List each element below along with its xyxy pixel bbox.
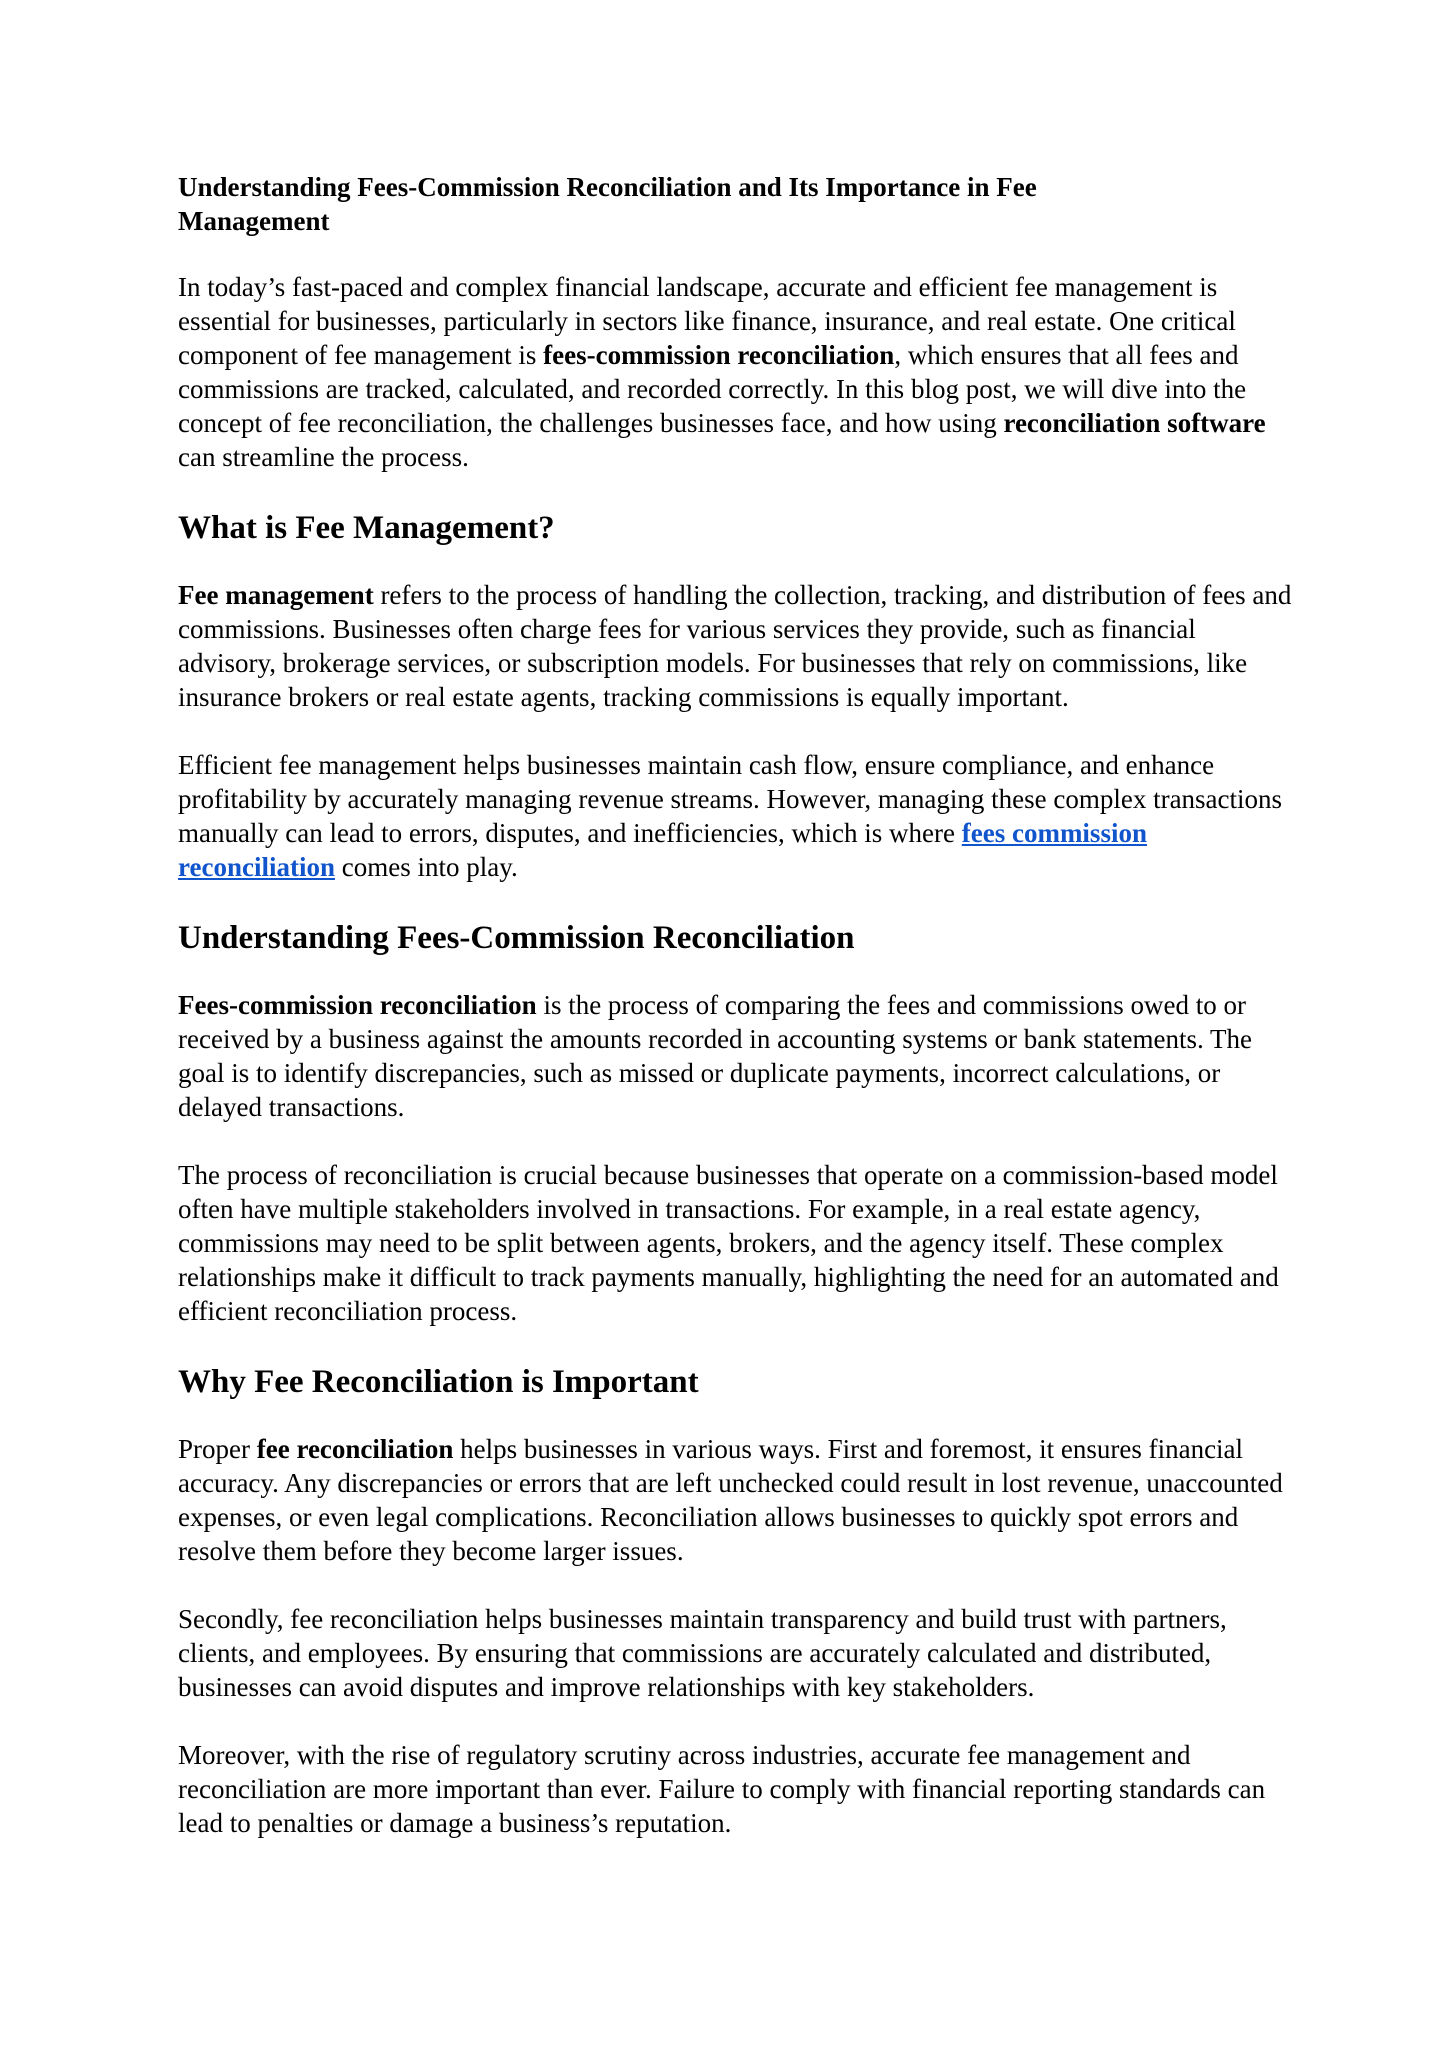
section-heading-reconciliation: Understanding Fees-Commission Reconciliation [178,920,855,956]
intro-bold-2: reconciliation software [1003,408,1266,438]
intro-text-3: can streamline the process. [178,442,469,472]
reconciliation-text-1: is the process of comparing the fees and commissions owed to or received by a business against the amounts recorded in accounting systems or bank statements. The goal is to identify discrepancies, such as missed or duplicate payments, incorrect calculations, or delayed transactions. [178,990,1252,1122]
document-page [178,170,1298,1874]
section-heading-importance: Why Fee Reconciliation is Important [178,1364,699,1400]
fees-commission-reconciliation-link[interactable]: fees commission reconciliation [178,818,1147,882]
fee-management-text-2: Efficient fee management helps businesses maintain cash flow, ensure compliance, and enhance profitability by accurately managing revenue streams. However, managing these complex transactions manually can lead to errors, disputes, and inefficiencies, which is where [178,750,1283,848]
fee-management-paragraph-2 [178,748,1298,884]
fee-management-text-1: refers to the process of handling the collection, tracking, and distribution of fees and commissions. Businesses often charge fees for various services they provide, such as financial advisory, brokerage services, or subscription models. For businesses that rely on commissions, like insurance brokers or real estate agents, tracking commissions is equally important. [178,580,1292,712]
importance-paragraph-2: Secondly, fee reconciliation helps businesses maintain transparency and build trust with partners, clients, and employees. By ensuring that commissions are accurately calculated and distributed, businesses can avoid disputes and improve relationships with key stakeholders. [178,1604,1227,1702]
importance-paragraph-3: Moreover, with the rise of regulatory scrutiny across industries, accurate fee management and reconciliation are more important than ever. Failure to comply with financial reporting standards can lead to penalties or damage a business’s reputation. [178,1740,1266,1838]
document-title: Understanding Fees-Commission Reconciliation and Its Importance in Fee Management [178,172,1037,236]
importance-paragraph-1 [178,1432,1298,1568]
intro-bold-1: fees-commission reconciliation [543,340,895,370]
importance-text-start: Proper [178,1434,257,1464]
reconciliation-paragraph-1 [178,988,1298,1124]
fee-management-text-3: comes into play. [334,852,518,882]
fee-management-paragraph-1 [178,578,1298,714]
reconciliation-bold: Fees-commission reconciliation [178,990,537,1020]
intro-text-1: In today’s fast-paced and complex financial landscape, accurate and efficient fee management is essential for businesses, particularly in sectors like finance, insurance, and real estate. One critical component of fee management is [178,272,1236,370]
importance-text-1: helps businesses in various ways. First and foremost, it ensures financial accuracy. Any discrepancies or errors that are left unchecked could result in lost revenue, unaccounted expenses, or even legal complications. Reconciliation allows businesses to quickly spot errors and resolve them before they become larger issues. [178,1434,1283,1566]
fee-management-bold: Fee management [178,580,374,610]
reconciliation-paragraph-2: The process of reconciliation is crucial because businesses that operate on a commission-based model often have multiple stakeholders involved in transactions. For example, in a real estate agency, commissions may need to be split between agents, brokers, and the agency itself. These complex relationships make it difficult to track payments manually, highlighting the need for an automated and efficient reconciliation process. [178,1160,1279,1326]
importance-bold: fee reconciliation [256,1434,454,1464]
intro-paragraph [178,270,1298,474]
intro-text-2: , which ensures that all fees and commissions are tracked, calculated, and recorded correctly. In this blog post, we will dive into the concept of fee reconciliation, the challenges businesses face, and how using [178,340,1247,438]
section-heading-fee-management: What is Fee Management? [178,510,555,546]
